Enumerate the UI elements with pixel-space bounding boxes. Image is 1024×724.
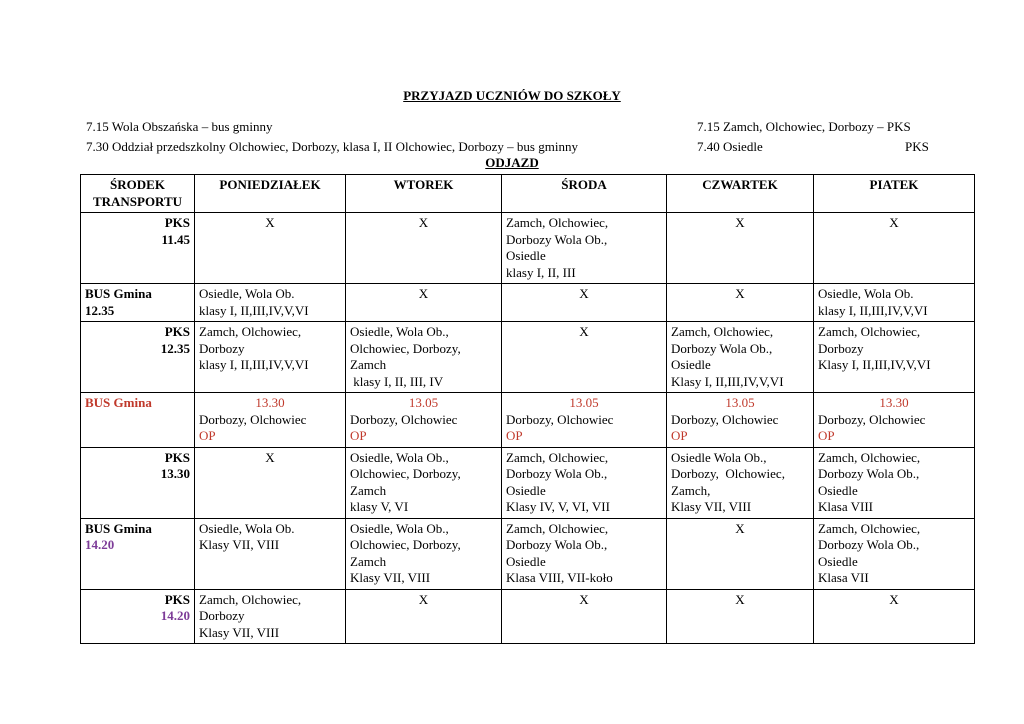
schedule-cell-friday <box>814 284 975 322</box>
schedule-cell-tuesday <box>346 393 502 448</box>
no-service-mark: X <box>418 286 429 301</box>
arrival-right-2: 7.40 Osiedle <box>697 139 763 154</box>
cell-line: Zamch <box>350 357 387 372</box>
cell-line: Dorbozy, Olchowiec <box>199 411 307 427</box>
schedule-cell-wednesday <box>502 518 667 589</box>
transport-time: 14.20 <box>160 608 190 623</box>
transport-cell <box>81 393 195 448</box>
no-service-mark: X <box>735 286 745 301</box>
arrival-left-1: 7.15 Wola Obszańska – bus gminny <box>86 119 273 134</box>
schedule-cell-wednesday <box>502 447 667 518</box>
no-service-mark: X <box>889 591 899 607</box>
cell-line: Osiedle <box>506 482 546 498</box>
no-service-mark: X <box>889 215 899 230</box>
schedule-cell-thursday <box>667 322 814 393</box>
transport-name: PKS <box>164 324 190 339</box>
transport-time: 13.30 <box>160 466 190 481</box>
cell-line: Zamch, Olchowiec, <box>506 520 609 536</box>
schedule-cell-friday <box>814 213 975 284</box>
no-service-mark: X <box>265 449 275 465</box>
schedule-cell-tuesday <box>346 213 502 284</box>
cell-line: Zamch, Olchowiec, <box>671 324 774 339</box>
header-tuesday: WTOREK <box>346 175 502 213</box>
schedule-cell-monday <box>195 213 346 284</box>
cell-line: Klasa VIII, VII-koło <box>506 570 613 585</box>
cell-line: Dorbozy Wola Ob., <box>506 537 608 552</box>
schedule-cell-tuesday <box>346 322 502 393</box>
header-thursday: CZWARTEK <box>667 175 814 213</box>
schedule-cell-monday <box>195 518 346 589</box>
arrival-right-1: 7.15 Zamch, Olchowiec, Dorbozy – PKS <box>697 119 911 134</box>
header-transport: ŚRODEK TRANSPORTU <box>81 175 195 213</box>
schedule-cell-thursday <box>667 284 814 322</box>
transport-name: BUS Gmina <box>85 286 152 301</box>
cell-line: klasy V, VI <box>350 499 409 514</box>
schedule-cell-thursday <box>667 447 814 518</box>
cell-line: Osiedle, Wola Ob., <box>350 520 449 536</box>
departure-time: 13.05 <box>408 395 439 410</box>
cell-line: Osiedle Wola Ob., <box>671 449 767 465</box>
cell-line: Olchowiec, Dorbozy, <box>350 537 461 552</box>
cell-line: Osiedle, Wola Ob. <box>199 520 295 536</box>
op-label: OP <box>506 428 523 443</box>
cell-line: Dorbozy <box>199 608 245 623</box>
schedule-cell-friday <box>814 322 975 393</box>
cell-line: Zamch, Olchowiec, <box>199 591 302 607</box>
table-row <box>81 518 975 589</box>
transport-time: 12.35 <box>85 302 115 318</box>
arrival-right-2-transport: PKS <box>905 139 929 154</box>
no-service-mark: X <box>265 215 275 230</box>
cell-line: Olchowiec, Dorbozy, <box>350 340 461 356</box>
schedule-cell-wednesday <box>502 393 667 448</box>
cell-line: klasy I, II, III, IV <box>350 373 444 389</box>
op-label: OP <box>818 428 835 443</box>
header-friday: PIATEK <box>814 175 975 213</box>
no-service-mark: X <box>735 215 745 230</box>
cell-line: Dorbozy, Olchowiec <box>818 411 926 427</box>
cell-line: Klasy VII, VIII <box>199 537 280 552</box>
transport-time: 11.45 <box>161 231 190 247</box>
schedule-cell-wednesday <box>502 322 667 393</box>
departure-time: 13.05 <box>569 395 599 410</box>
schedule-cell-monday <box>195 322 346 393</box>
cell-line: Dorbozy Wola Ob., <box>818 537 920 552</box>
arrival-left-2: 7.30 Oddział przedszkolny Olchowiec, Dorbozy, klasa I, II Olchowiec, Dorbozy – bus gminny <box>86 139 578 154</box>
table-row <box>81 284 975 322</box>
page-title: PRZYJAZD UCZNIÓW DO SZKOŁY <box>403 88 621 103</box>
cell-line: Klasa VII <box>818 570 869 585</box>
table-row <box>81 393 975 448</box>
schedule-cell-wednesday <box>502 589 667 644</box>
cell-line: Zamch <box>350 482 387 498</box>
no-service-mark: X <box>418 215 429 230</box>
schedule-cell-monday <box>195 589 346 644</box>
cell-line: Dorbozy, Olchowiec, <box>671 466 785 481</box>
cell-line: Klasy I, II,III,IV,V,VI <box>818 357 931 372</box>
transport-name: BUS Gmina <box>85 395 152 410</box>
cell-line: Zamch, Olchowiec, <box>818 449 921 465</box>
schedule-cell-tuesday <box>346 589 502 644</box>
schedule-cell-thursday <box>667 393 814 448</box>
transport-cell <box>81 589 195 644</box>
schedule-cell-monday <box>195 447 346 518</box>
cell-line: Dorbozy Wola Ob., <box>818 466 920 481</box>
schedule-cell-wednesday <box>502 213 667 284</box>
cell-line: Klasy VII, VIII <box>350 570 431 585</box>
cell-line: Osiedle <box>506 248 546 263</box>
no-service-mark: X <box>579 591 589 607</box>
cell-line: Osiedle, Wola Ob., <box>350 449 449 465</box>
departure-time: 13.30 <box>879 395 909 410</box>
cell-line: Klasy VII, VIII <box>199 624 280 640</box>
cell-line: Osiedle <box>506 553 546 569</box>
cell-line: Dorbozy Wola Ob., <box>506 231 608 247</box>
cell-line: Osiedle <box>818 482 858 498</box>
no-service-mark: X <box>579 324 589 339</box>
table-row <box>81 322 975 393</box>
cell-line: Osiedle <box>818 553 858 569</box>
transport-cell <box>81 447 195 518</box>
cell-line: Dorbozy <box>818 340 864 356</box>
no-service-mark: X <box>579 286 589 301</box>
cell-line: Klasy IV, V, VI, VII <box>506 499 610 514</box>
schedule-cell-thursday <box>667 518 814 589</box>
cell-line: klasy I, II,III,IV,V,VI <box>199 357 309 372</box>
header-wednesday: ŚRODA <box>502 175 667 213</box>
cell-line: Zamch, Olchowiec, <box>818 324 921 339</box>
table-header-row <box>81 175 975 213</box>
header-monday: PONIEDZIAŁEK <box>195 175 346 213</box>
transport-name: PKS <box>164 591 190 607</box>
no-service-mark: X <box>735 591 745 607</box>
cell-line: Olchowiec, Dorbozy, <box>350 466 461 481</box>
transport-name: BUS Gmina <box>85 520 152 536</box>
cell-line: klasy I, II, III <box>506 264 576 280</box>
schedule-cell-thursday <box>667 589 814 644</box>
cell-line: Osiedle, Wola Ob. <box>818 286 914 301</box>
cell-line: Zamch, Olchowiec, <box>199 324 302 339</box>
transport-cell <box>81 284 195 322</box>
cell-line: Zamch, Olchowiec, <box>506 215 609 230</box>
cell-line: Dorbozy, Olchowiec <box>350 411 458 427</box>
departure-schedule-table <box>80 174 975 644</box>
transport-time: 14.20 <box>85 537 115 552</box>
cell-line: Klasa VIII <box>818 499 873 514</box>
schedule-cell-friday <box>814 518 975 589</box>
departure-heading: ODJAZD <box>485 155 539 170</box>
cell-line: Dorbozy Wola Ob., <box>506 466 608 481</box>
cell-line: Zamch <box>350 553 387 569</box>
schedule-cell-friday <box>814 447 975 518</box>
schedule-cell-monday <box>195 284 346 322</box>
cell-line: Osiedle <box>671 357 711 372</box>
cell-line: Klasy VII, VIII <box>671 499 752 514</box>
cell-line: Zamch, <box>671 482 711 498</box>
cell-line: Dorbozy, Olchowiec <box>506 411 614 427</box>
cell-line: Dorbozy <box>199 340 245 356</box>
cell-line: Dorbozy Wola Ob., <box>671 340 773 356</box>
transport-name: PKS <box>164 449 190 465</box>
table-row <box>81 213 975 284</box>
op-label: OP <box>671 428 688 443</box>
cell-line: klasy I, II,III,IV,V,VI <box>199 302 309 318</box>
transport-time: 12.35 <box>160 340 190 356</box>
cell-line: Dorbozy, Olchowiec <box>671 411 779 427</box>
schedule-cell-tuesday <box>346 447 502 518</box>
cell-line: klasy I, II,III,IV,V,VI <box>818 302 928 318</box>
schedule-cell-tuesday <box>346 518 502 589</box>
no-service-mark: X <box>735 520 745 536</box>
departure-time: 13.05 <box>725 395 755 410</box>
schedule-cell-thursday <box>667 213 814 284</box>
schedule-cell-friday <box>814 393 975 448</box>
cell-line: Zamch, Olchowiec, <box>506 449 609 465</box>
transport-cell <box>81 213 195 284</box>
schedule-cell-monday <box>195 393 346 448</box>
op-label: OP <box>199 428 216 443</box>
table-row <box>81 589 975 644</box>
schedule-cell-tuesday <box>346 284 502 322</box>
cell-line: Osiedle, Wola Ob., <box>350 324 449 339</box>
transport-cell <box>81 322 195 393</box>
cell-line: Osiedle, Wola Ob. <box>199 286 295 301</box>
no-service-mark: X <box>418 591 429 607</box>
schedule-cell-wednesday <box>502 284 667 322</box>
cell-line: Zamch, Olchowiec, <box>818 520 921 536</box>
transport-cell <box>81 518 195 589</box>
table-row <box>81 447 975 518</box>
op-label: OP <box>350 428 367 443</box>
schedule-cell-friday <box>814 589 975 644</box>
departure-time: 13.30 <box>255 395 285 410</box>
cell-line: Klasy I, II,III,IV,V,VI <box>671 373 784 389</box>
transport-name: PKS <box>164 215 190 230</box>
